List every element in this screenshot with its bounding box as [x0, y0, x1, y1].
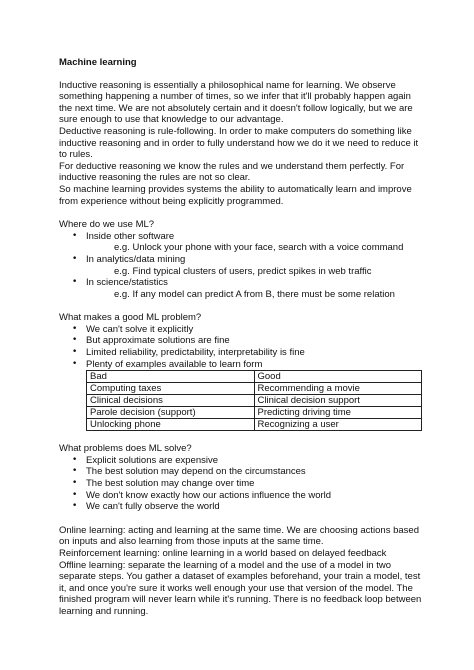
good-problem-section — [59, 312, 422, 431]
intro-paragraph: Inductive reasoning is essentially a philosophical name for learning. We observe something happening a number of times, so we infer that it'll probably happen again the next time. We are not absolutely certain and it doesn't follow logically, but we are sure enough to use that knowledge to our advantage. — [59, 79, 413, 126]
learning-paragraph: Offline learning: separate the learning of a model and the use of a model in two separate steps. You gather a dataset of examples beforehand, your train a model, test it, and once you're sure it works well enough your use that version of the model. The finished program will never learn while it's running. There is no feedback loop between learning and running. — [59, 559, 422, 617]
table-cell: Recommending a movie — [254, 383, 422, 395]
list-item: • Plenty of examples available to learn form — [59, 359, 422, 371]
example-line: e.g. Find typical clusters of users, predict spikes in web traffic — [114, 265, 372, 277]
page-title: Machine learning — [59, 57, 137, 68]
list-item — [59, 231, 422, 243]
learning-paragraph: Online learning: acting and learning at the same time. We are choosing actions based on inputs and also learning from those inputs at the same time. — [59, 524, 419, 548]
table-row — [87, 383, 422, 395]
list-item: • We don't know exactly how our actions influence the world — [59, 490, 422, 502]
table-cell: Parole decision (support) — [87, 407, 255, 419]
table-cell: Recognizing a user — [254, 419, 422, 431]
list-item-label: In analytics/data mining — [86, 253, 186, 265]
table-cell: Predicting driving time — [254, 407, 422, 419]
list-item: • The best solution may change over time — [59, 478, 422, 490]
example-line: e.g. Unlock your phone with your face, search with a voice command — [114, 242, 404, 254]
example-line: e.g. If any model can predict A from B, there must be some relation — [114, 288, 395, 300]
list-item: • We can't fully observe the world — [59, 501, 422, 513]
list-item-label: Inside other software — [86, 230, 175, 242]
good-problem-list — [59, 324, 422, 370]
table-header-cell: Bad — [87, 371, 255, 383]
problems-solve-section — [59, 443, 422, 513]
list-item — [59, 277, 422, 289]
learning-paragraph: Reinforcement learning: online learning in a world based on delayed feedback — [59, 548, 387, 559]
table-header-row — [87, 371, 422, 383]
list-item-label: In science/statistics — [86, 277, 168, 289]
table-row — [87, 407, 422, 419]
list-item: • But approximate solutions are fine — [59, 335, 422, 347]
problems-solve-list — [59, 455, 422, 513]
where-list — [59, 231, 422, 301]
table-row — [87, 395, 422, 407]
table-cell: Clinical decision support — [254, 395, 422, 407]
table-row — [87, 419, 422, 431]
bad-good-table — [86, 370, 422, 431]
table-cell: Computing taxes — [87, 383, 255, 395]
list-item: • Limited reliability, predictability, interpretability is fine — [59, 347, 422, 359]
table-cell: Unlocking phone — [87, 419, 255, 431]
list-item: • The best solution may depend on the circumstances — [59, 466, 422, 478]
intro-paragraph: So machine learning provides systems the ability to automatically learn and improve from experience without being explicitly programmed. — [59, 183, 412, 207]
table-header-cell: Good — [254, 371, 422, 383]
intro-paragraph: Deductive reasoning is rule-following. In order to make computers do something like inductive reasoning and in order to fully understand how we do it we need to reduce it to rules. — [59, 125, 419, 161]
table-cell: Clinical decisions — [87, 395, 255, 407]
intro-paragraph: For deductive reasoning we know the rules and we understand them perfectly. For inductive reasoning the rules are not so clear. — [59, 160, 405, 184]
where-section — [59, 219, 422, 300]
learning-types-section — [59, 525, 422, 618]
section-heading: What makes a good ML problem? — [59, 312, 202, 324]
list-item: • Explicit solutions are expensive — [59, 455, 422, 467]
section-heading: Where do we use ML? — [59, 219, 155, 231]
list-item — [59, 254, 422, 266]
list-item: • We can't solve it explicitly — [59, 324, 422, 336]
section-heading: What problems does ML solve? — [59, 443, 192, 455]
